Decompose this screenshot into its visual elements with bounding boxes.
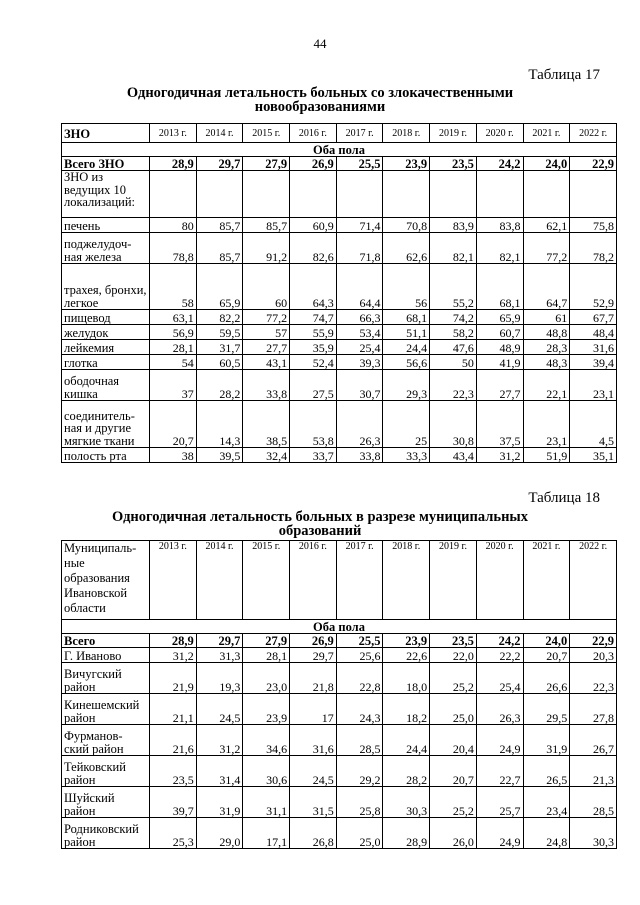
- value-cell: 28,9: [150, 157, 197, 171]
- empty-cell: [290, 171, 337, 218]
- value-cell: 31,2: [150, 648, 197, 663]
- value-cell: 22,9: [570, 634, 617, 648]
- value-cell: 31,7: [196, 340, 243, 355]
- value-cell: 56: [383, 264, 430, 310]
- value-cell: 29,7: [290, 648, 337, 663]
- year-header: 2013 г.: [150, 541, 197, 620]
- empty-cell: [383, 171, 430, 218]
- value-cell: 25,2: [430, 663, 477, 694]
- value-cell: 24,9: [476, 725, 523, 756]
- value-cell: 83,9: [430, 218, 477, 233]
- value-cell: 28,9: [150, 634, 197, 648]
- value-cell: 53,8: [290, 401, 337, 448]
- value-cell: 24,9: [476, 818, 523, 849]
- table-row: [62, 264, 617, 310]
- value-cell: 24,4: [383, 725, 430, 756]
- value-cell: 30,8: [430, 401, 477, 448]
- row-name: соединитель-ная и другие мягкие ткани: [62, 401, 150, 448]
- table-18-title-line2: образований: [278, 523, 362, 539]
- value-cell: 61: [523, 310, 570, 325]
- value-cell: 85,7: [243, 218, 290, 233]
- row-name: пищевод: [62, 310, 150, 325]
- value-cell: 64,4: [336, 264, 383, 310]
- value-cell: 60: [243, 264, 290, 310]
- value-cell: 55,2: [430, 264, 477, 310]
- value-cell: 82,1: [476, 233, 523, 264]
- value-cell: 37,5: [476, 401, 523, 448]
- value-cell: 28,5: [336, 725, 383, 756]
- value-cell: 59,5: [196, 325, 243, 340]
- value-cell: 78,8: [150, 233, 197, 264]
- row-name: полость рта: [62, 448, 150, 463]
- empty-cell: [150, 171, 197, 218]
- value-cell: 27,9: [243, 157, 290, 171]
- value-cell: 28,3: [523, 340, 570, 355]
- value-cell: 85,7: [196, 233, 243, 264]
- value-cell: 54: [150, 355, 197, 370]
- value-cell: 20,3: [570, 648, 617, 663]
- value-cell: 82,6: [290, 233, 337, 264]
- section-label: Оба пола: [62, 143, 617, 157]
- year-header: 2022 г.: [570, 124, 617, 143]
- table-18-title-line1: Одногодичная летальность больных в разрезе муниципальных: [112, 509, 528, 525]
- value-cell: 26,0: [430, 818, 477, 849]
- empty-cell: [476, 171, 523, 218]
- value-cell: 31,9: [196, 787, 243, 818]
- value-cell: 60,5: [196, 355, 243, 370]
- value-cell: 77,2: [243, 310, 290, 325]
- value-cell: 33,7: [290, 448, 337, 463]
- table-row: [62, 725, 617, 756]
- value-cell: 24,0: [523, 634, 570, 648]
- value-cell: 38,5: [243, 401, 290, 448]
- value-cell: 29,3: [383, 370, 430, 401]
- value-cell: 33,8: [243, 370, 290, 401]
- value-cell: 22,3: [430, 370, 477, 401]
- subheader-cell: ЗНО из ведущих 10 локализаций:: [62, 171, 150, 218]
- value-cell: 52,4: [290, 355, 337, 370]
- value-cell: 23,9: [243, 694, 290, 725]
- year-header: 2018 г.: [383, 541, 430, 620]
- value-cell: 56,6: [383, 355, 430, 370]
- value-cell: 24,8: [523, 818, 570, 849]
- value-cell: 31,6: [290, 725, 337, 756]
- value-cell: 60,7: [476, 325, 523, 340]
- value-cell: 27,8: [570, 694, 617, 725]
- value-cell: 56,9: [150, 325, 197, 340]
- value-cell: 26,7: [570, 725, 617, 756]
- row-name: Шуйский район: [62, 787, 150, 818]
- value-cell: 30,3: [383, 787, 430, 818]
- value-cell: 21,1: [150, 694, 197, 725]
- value-cell: 50: [430, 355, 477, 370]
- value-cell: 21,8: [290, 663, 337, 694]
- value-cell: 63,1: [150, 310, 197, 325]
- value-cell: 23,1: [523, 401, 570, 448]
- value-cell: 33,8: [336, 448, 383, 463]
- value-cell: 51,9: [523, 448, 570, 463]
- subheader-row: [62, 171, 617, 218]
- value-cell: 28,2: [383, 756, 430, 787]
- value-cell: 22,1: [523, 370, 570, 401]
- table-row: [62, 233, 617, 264]
- value-cell: 55,9: [290, 325, 337, 340]
- value-cell: 65,9: [196, 264, 243, 310]
- value-cell: 48,4: [570, 325, 617, 340]
- value-cell: 28,1: [150, 340, 197, 355]
- value-cell: 64,3: [290, 264, 337, 310]
- value-cell: 39,4: [570, 355, 617, 370]
- value-cell: 23,4: [523, 787, 570, 818]
- row-name: Родниковский район: [62, 818, 150, 849]
- year-header: 2017 г.: [336, 124, 383, 143]
- empty-cell: [336, 171, 383, 218]
- value-cell: 14,3: [196, 401, 243, 448]
- value-cell: 24,2: [476, 634, 523, 648]
- value-cell: 23,9: [383, 157, 430, 171]
- row-name: глотка: [62, 355, 150, 370]
- value-cell: 67,7: [570, 310, 617, 325]
- value-cell: 25,4: [476, 663, 523, 694]
- value-cell: 48,9: [476, 340, 523, 355]
- value-cell: 22,7: [476, 756, 523, 787]
- row-name: Кинешемский район: [62, 694, 150, 725]
- value-cell: 25,2: [430, 787, 477, 818]
- value-cell: 23,5: [430, 634, 477, 648]
- value-cell: 37: [150, 370, 197, 401]
- value-cell: 71,8: [336, 233, 383, 264]
- value-cell: 18,0: [383, 663, 430, 694]
- table-row: [62, 448, 617, 463]
- table-row: [62, 663, 617, 694]
- value-cell: 27,5: [290, 370, 337, 401]
- value-cell: 19,3: [196, 663, 243, 694]
- corner-cell: Муниципаль-ные образования Ивановской области: [62, 541, 150, 620]
- table-row: [62, 818, 617, 849]
- value-cell: 21,6: [150, 725, 197, 756]
- value-cell: 26,9: [290, 634, 337, 648]
- row-name: поджелудоч-ная железа: [62, 233, 150, 264]
- value-cell: 21,9: [150, 663, 197, 694]
- total-row: [62, 157, 617, 171]
- table-row: [62, 370, 617, 401]
- empty-cell: [196, 171, 243, 218]
- value-cell: 26,3: [476, 694, 523, 725]
- value-cell: 22,8: [336, 663, 383, 694]
- corner-cell: ЗНО: [62, 124, 150, 143]
- year-header: 2020 г.: [476, 541, 523, 620]
- value-cell: 39,5: [196, 448, 243, 463]
- value-cell: 28,5: [570, 787, 617, 818]
- row-name: Г. Иваново: [62, 648, 150, 663]
- value-cell: 31,9: [523, 725, 570, 756]
- value-cell: 28,2: [196, 370, 243, 401]
- value-cell: 48,8: [523, 325, 570, 340]
- value-cell: 35,1: [570, 448, 617, 463]
- table-row: [62, 694, 617, 725]
- empty-cell: [570, 171, 617, 218]
- section-label: Оба пола: [62, 620, 617, 634]
- header-row: [62, 124, 617, 143]
- value-cell: 74,2: [430, 310, 477, 325]
- value-cell: 43,4: [430, 448, 477, 463]
- table-row: [62, 355, 617, 370]
- year-header: 2014 г.: [196, 124, 243, 143]
- value-cell: 26,3: [336, 401, 383, 448]
- row-name: Фурманов-ский район: [62, 725, 150, 756]
- value-cell: 31,2: [196, 725, 243, 756]
- value-cell: 57: [243, 325, 290, 340]
- value-cell: 83,8: [476, 218, 523, 233]
- year-header: 2020 г.: [476, 124, 523, 143]
- value-cell: 31,6: [570, 340, 617, 355]
- value-cell: 82,2: [196, 310, 243, 325]
- value-cell: 20,7: [523, 648, 570, 663]
- year-header: 2019 г.: [430, 124, 477, 143]
- value-cell: 47,6: [430, 340, 477, 355]
- row-name: желудок: [62, 325, 150, 340]
- section-row: [62, 620, 617, 634]
- year-header: 2015 г.: [243, 124, 290, 143]
- value-cell: 26,9: [290, 157, 337, 171]
- value-cell: 25,4: [336, 340, 383, 355]
- value-cell: 25,5: [336, 634, 383, 648]
- year-header: 2021 г.: [523, 124, 570, 143]
- value-cell: 31,4: [196, 756, 243, 787]
- value-cell: 27,9: [243, 634, 290, 648]
- value-cell: 58,2: [430, 325, 477, 340]
- value-cell: 78,2: [570, 233, 617, 264]
- value-cell: 29,2: [336, 756, 383, 787]
- value-cell: 28,1: [243, 648, 290, 663]
- value-cell: 22,0: [430, 648, 477, 663]
- header-row: [62, 541, 617, 620]
- value-cell: 29,5: [523, 694, 570, 725]
- table-18: [61, 540, 617, 849]
- value-cell: 26,8: [290, 818, 337, 849]
- value-cell: 39,3: [336, 355, 383, 370]
- value-cell: 22,3: [570, 663, 617, 694]
- table-18-label: Таблица 18: [528, 490, 600, 506]
- value-cell: 25,3: [150, 818, 197, 849]
- row-name: Вичугский район: [62, 663, 150, 694]
- value-cell: 18,2: [383, 694, 430, 725]
- value-cell: 31,5: [290, 787, 337, 818]
- value-cell: 25: [383, 401, 430, 448]
- row-name: ободочная кишка: [62, 370, 150, 401]
- value-cell: 74,7: [290, 310, 337, 325]
- row-name: Всего: [62, 634, 150, 648]
- value-cell: 25,5: [336, 157, 383, 171]
- value-cell: 80: [150, 218, 197, 233]
- value-cell: 24,0: [523, 157, 570, 171]
- value-cell: 26,6: [523, 663, 570, 694]
- value-cell: 30,7: [336, 370, 383, 401]
- value-cell: 82,1: [430, 233, 477, 264]
- value-cell: 64,7: [523, 264, 570, 310]
- value-cell: 34,6: [243, 725, 290, 756]
- value-cell: 68,1: [476, 264, 523, 310]
- year-header: 2017 г.: [336, 541, 383, 620]
- value-cell: 71,4: [336, 218, 383, 233]
- value-cell: 24,3: [336, 694, 383, 725]
- table-row: [62, 756, 617, 787]
- value-cell: 77,2: [523, 233, 570, 264]
- value-cell: 68,1: [383, 310, 430, 325]
- value-cell: 24,5: [290, 756, 337, 787]
- table-17: [61, 123, 617, 463]
- year-header: 2015 г.: [243, 541, 290, 620]
- value-cell: 25,7: [476, 787, 523, 818]
- value-cell: 53,4: [336, 325, 383, 340]
- value-cell: 23,1: [570, 370, 617, 401]
- value-cell: 75,8: [570, 218, 617, 233]
- value-cell: 22,2: [476, 648, 523, 663]
- value-cell: 24,5: [196, 694, 243, 725]
- value-cell: 27,7: [243, 340, 290, 355]
- row-name: печень: [62, 218, 150, 233]
- value-cell: 25,8: [336, 787, 383, 818]
- row-name: Всего ЗНО: [62, 157, 150, 171]
- value-cell: 91,2: [243, 233, 290, 264]
- value-cell: 60,9: [290, 218, 337, 233]
- empty-cell: [430, 171, 477, 218]
- value-cell: 39,7: [150, 787, 197, 818]
- value-cell: 70,8: [383, 218, 430, 233]
- value-cell: 66,3: [336, 310, 383, 325]
- value-cell: 30,6: [243, 756, 290, 787]
- value-cell: 25,6: [336, 648, 383, 663]
- year-header: 2014 г.: [196, 541, 243, 620]
- year-header: 2021 г.: [523, 541, 570, 620]
- value-cell: 51,1: [383, 325, 430, 340]
- value-cell: 29,7: [196, 634, 243, 648]
- value-cell: 33,3: [383, 448, 430, 463]
- value-cell: 17: [290, 694, 337, 725]
- value-cell: 17,1: [243, 818, 290, 849]
- value-cell: 21,3: [570, 756, 617, 787]
- table-row: [62, 648, 617, 663]
- value-cell: 32,4: [243, 448, 290, 463]
- year-header: 2016 г.: [290, 124, 337, 143]
- year-header: 2022 г.: [570, 541, 617, 620]
- value-cell: 35,9: [290, 340, 337, 355]
- value-cell: 65,9: [476, 310, 523, 325]
- section-row: [62, 143, 617, 157]
- year-header: 2019 г.: [430, 541, 477, 620]
- table-row: [62, 787, 617, 818]
- table-17-title: [60, 86, 580, 114]
- value-cell: 23,9: [383, 634, 430, 648]
- value-cell: 20,4: [430, 725, 477, 756]
- table-row: [62, 218, 617, 233]
- value-cell: 28,9: [383, 818, 430, 849]
- table-row: [62, 325, 617, 340]
- value-cell: 27,7: [476, 370, 523, 401]
- table-17-title-line2: новообразованиями: [254, 99, 386, 115]
- value-cell: 24,2: [476, 157, 523, 171]
- value-cell: 23,5: [150, 756, 197, 787]
- value-cell: 23,0: [243, 663, 290, 694]
- table-17-title-line1: Одногодичная летальность больных со злокачественными: [126, 85, 514, 101]
- table-17-label: Таблица 17: [528, 67, 600, 83]
- total-row: [62, 634, 617, 648]
- empty-cell: [523, 171, 570, 218]
- value-cell: 29,7: [196, 157, 243, 171]
- value-cell: 85,7: [196, 218, 243, 233]
- value-cell: 26,5: [523, 756, 570, 787]
- value-cell: 25,0: [336, 818, 383, 849]
- value-cell: 31,1: [243, 787, 290, 818]
- value-cell: 20,7: [150, 401, 197, 448]
- value-cell: 29,0: [196, 818, 243, 849]
- value-cell: 41,9: [476, 355, 523, 370]
- value-cell: 62,6: [383, 233, 430, 264]
- row-name: Тейковский район: [62, 756, 150, 787]
- value-cell: 24,4: [383, 340, 430, 355]
- value-cell: 22,6: [383, 648, 430, 663]
- value-cell: 48,3: [523, 355, 570, 370]
- value-cell: 52,9: [570, 264, 617, 310]
- year-header: 2018 г.: [383, 124, 430, 143]
- value-cell: 31,3: [196, 648, 243, 663]
- page-number: 44: [313, 36, 327, 51]
- value-cell: 38: [150, 448, 197, 463]
- table-18-title: [60, 510, 580, 538]
- value-cell: 30,3: [570, 818, 617, 849]
- value-cell: 43,1: [243, 355, 290, 370]
- row-name: трахея, бронхи, легкое: [62, 264, 150, 310]
- value-cell: 25,0: [430, 694, 477, 725]
- value-cell: 62,1: [523, 218, 570, 233]
- row-name: лейкемия: [62, 340, 150, 355]
- value-cell: 31,2: [476, 448, 523, 463]
- value-cell: 58: [150, 264, 197, 310]
- value-cell: 23,5: [430, 157, 477, 171]
- year-header: 2016 г.: [290, 541, 337, 620]
- value-cell: 20,7: [430, 756, 477, 787]
- table-row: [62, 310, 617, 325]
- value-cell: 22,9: [570, 157, 617, 171]
- table-row: [62, 401, 617, 448]
- table-row: [62, 340, 617, 355]
- value-cell: 4,5: [570, 401, 617, 448]
- year-header: 2013 г.: [150, 124, 197, 143]
- empty-cell: [243, 171, 290, 218]
